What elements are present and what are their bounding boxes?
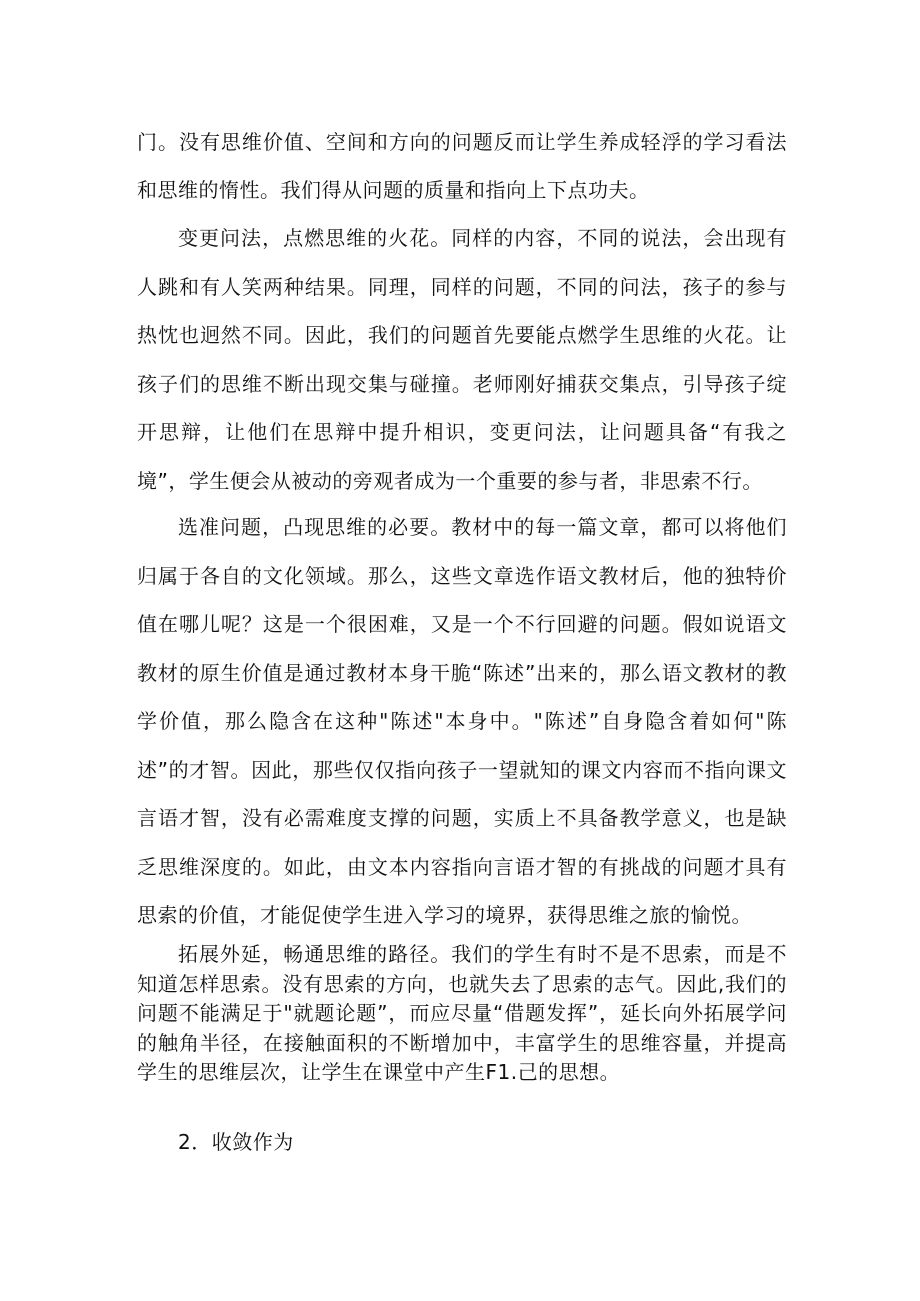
section-heading: 2．收敛作为 (178, 1130, 294, 1154)
paragraph-2: 变更问法，点燃思维的火花。同样的内容，不同的说法，会出现有人跳和有人笑两种结果。同理，同样的问题，不同的问法，孩子的参与热忱也迥然不同。因此，我们的问题首先要能点燃学生思维的火花。让孩子们的思维不断出现交集与碰撞。老师刚好捕获交集点，引导孩子绽开思辩，让他们在思辩中提升相识，变更问法，让问题具备“有我之境”，学生便会从被动的旁观者成为一个重要的参与者，非思索不行。 (137, 226, 787, 493)
paragraph-3: 选准问题，凸现思维的必要。教材中的每一篇文章，都可以将他们归属于各自的文化领域。那么，这些文章选作语文教材后，他的独特价值在哪儿呢？这是一个很困难，又是一个不行回避的问题。假如说语文教材的原生价值是通过教材本身干脆“陈述”出来的，那么语文教材的教学价值，那么隐含在这种"陈述"本身中。"陈述”自身隐含着如何"陈述”的才智。因此，那些仅仅指向孩子一望就知的课文内容而不指向课文言语才智，没有必需难度支撑的问题，实质上不具备教学意义，也是缺乏思维深度的。如此，由文本内容指向言语才智的有挑战的问题才具有思索的价值，才能促使学生进入学习的境界，获得思维之旅的愉悦。 (137, 515, 787, 927)
paragraph-1: 门。没有思维价值、空间和方向的问题反而让学生养成轻浮的学习看法和思维的惰性。我们得从问题的质量和指向上下点功夫。 (137, 130, 787, 202)
paragraph-4: 拓展外延，畅通思维的路径。我们的学生有时不是不思索，而是不知道怎样思索。没有思索的方向，也就失去了思索的志气。因此,我们的问题不能满足于"就题论题”，而应尽量“借题发挥”，延长向外拓展学问的触角半径，在接触面积的不断增加中，丰富学生的思维容量，并提高学生的思维层次，让学生在课堂中产生F1.己的思想。 (137, 942, 787, 1084)
